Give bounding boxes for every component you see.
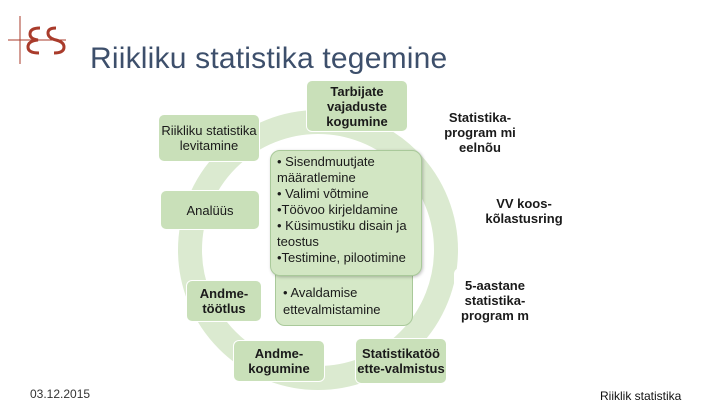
panel-back-text: • Avaldamise ettevalmistamine xyxy=(283,285,381,317)
cycle-step-analuus: Analüüs xyxy=(160,190,260,230)
cycle-step-statistikatoo: Statistikatöö ette-valmistus xyxy=(355,338,447,384)
page-title: Riikliku statistika tegemine xyxy=(90,42,448,75)
detail-panel xyxy=(270,150,422,276)
panel-item: •Töövoo kirjeldamine xyxy=(277,202,398,217)
footer-label: Riiklik statistika xyxy=(600,389,682,403)
cycle-step-andmekogumine: Andme-kogumine xyxy=(233,340,325,382)
panel-item: •Testimine, pilootimine xyxy=(277,250,406,265)
cycle-step-viieaastane: 5-aastane statistika-program m xyxy=(454,268,536,332)
panel-item: • Küsimustiku disain ja teostus xyxy=(277,218,407,249)
cycle-step-statistikaprogrammi-eelnou: Statistika-program mi eelnõu xyxy=(440,106,520,158)
cycle-step-andmetootlus: Andme-töötlus xyxy=(186,280,262,322)
panel-item: • Sisendmuutjate määratlemine xyxy=(277,154,375,185)
panel-item: • Valimi võtmine xyxy=(277,186,369,201)
cycle-step-vv-kooskolastus: VV koos-kõlastusring xyxy=(477,191,571,231)
logo xyxy=(8,12,70,68)
cycle-step-tarbijate: Tarbijate vajaduste kogumine xyxy=(306,80,408,132)
cycle-step-levitamine: Riikliku statistika levitamine xyxy=(158,114,260,162)
footer-date: 03.12.2015 xyxy=(30,387,91,401)
es-logo-icon xyxy=(8,12,70,68)
